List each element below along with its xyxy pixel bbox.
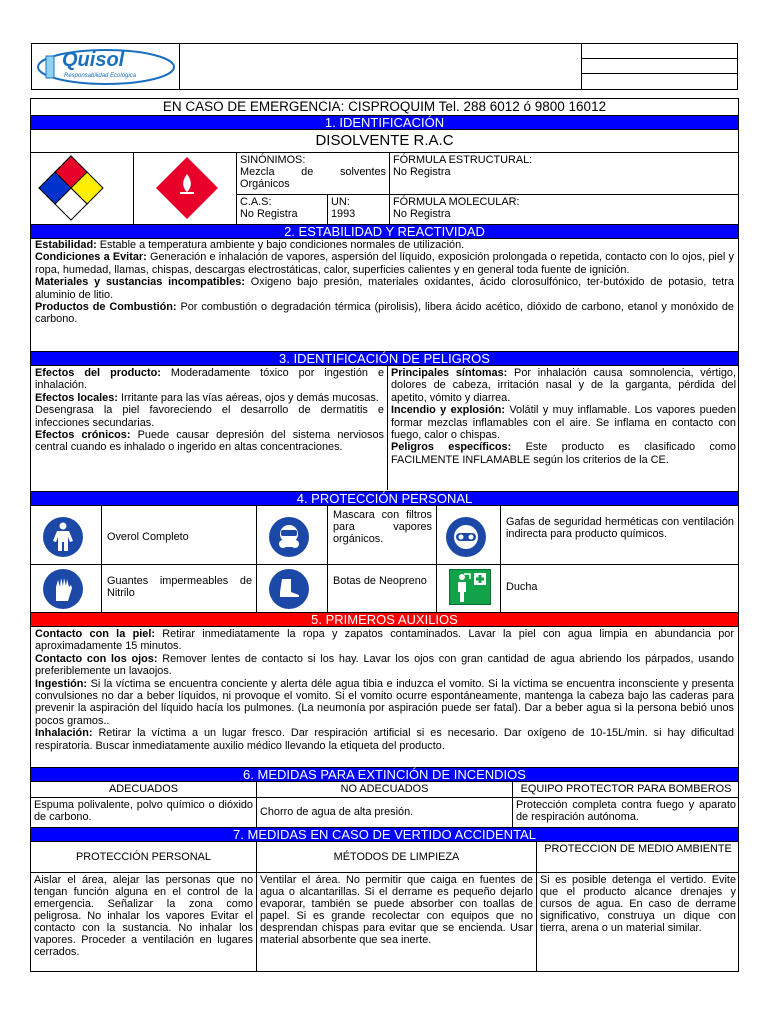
suitable-header: ADECUADOS: [31, 782, 257, 798]
flammable-diamond-icon: [137, 154, 237, 226]
personal-protection-header: PROTECCIÓN PERSONAL: [31, 842, 257, 873]
goggles-label: Gafas de seguridad herméticas con ventilación indirecta para producto químicos.: [506, 516, 734, 540]
cleanup-methods-value: Ventilar el área. No permitir que caiga en fuentes de agua o alcantarillas. Si el derrame es pequeño dejarlo evaporar, también se puede absorber con toallas de papel. Si es grande recolectar con equipos que no desprendan chispas para evitar que se encienda. Usar material absorbente que sea inerte.: [257, 873, 537, 972]
environment-header: PROTECCION DE MEDIO AMBIENTE: [537, 842, 739, 873]
emergency-line: EN CASO DE EMERGENCIA: CISPROQUIM Tel. 288 6012 ó 9800 16012: [162, 99, 607, 114]
ppe-col-divider-2: [256, 506, 257, 613]
respirator-label: Mascara con filtros para vapores orgánicos.: [333, 509, 432, 545]
flammable-label: [134, 152, 237, 226]
respirator-mask-icon: [269, 517, 309, 557]
chronic-effects: Efectos crónicos: Puede causar depresión del sistema nerviosos central cuando es inhalado o ingerido en altas concentraciones.: [35, 429, 384, 454]
nfpa-diamond-icon: [34, 154, 134, 226]
structural-formula-cell: [390, 152, 739, 194]
gloves-label: Guantes impermeables de Nitrilo: [107, 575, 252, 599]
personal-protection-value: Aislar el área, alejar las personas que no tengan función alguna en el control de la emergencia. Señalizar la zona como peligrosa. No inhalar los vapores Evitar el contacto con la sustancia. No inhalar los vapores. Proceder a ventilación en lugares cerrados.: [31, 873, 257, 972]
section-7-title: 7. MEDIDAS EN CASO DE VERTIDO ACCIDENTAL: [31, 827, 738, 842]
local-effects: Efectos locales: Irritante para las vías aéreas, ojos y demás mucosas.: [35, 391, 379, 404]
cas-value: No Registra: [240, 208, 298, 220]
section-4-title: 4. PROTECCIÓN PERSONAL: [31, 491, 738, 506]
section-2-body: [31, 239, 738, 326]
molecular-formula-label: FÓRMULA MOLECULAR:: [393, 196, 520, 208]
molecular-formula-cell: [390, 194, 739, 226]
section-3-left: [35, 367, 384, 454]
product-effects: Efectos del producto: Moderadamente tóxico por ingestión e inhalación.: [35, 367, 384, 392]
firefighter-header: EQUIPO PROTECTOR PARA BOMBEROS: [513, 782, 739, 798]
shower-label: Ducha: [506, 581, 538, 593]
molecular-formula-value: No Registra: [393, 208, 451, 220]
gloves-icon: [43, 569, 83, 609]
synonyms-label: SINÓNIMOS:: [240, 154, 306, 166]
skin-contact: Contacto con la piel: Retirar inmediatamente la ropa y zapatos contaminados. Lavar la piel con agua limpia en abundancia por aproximadamente 15 minutos.: [35, 628, 734, 653]
header-box-3: [582, 74, 737, 89]
unsuitable-value: Chorro de agua de alta presión.: [257, 798, 513, 827]
combustion-paragraph: Productos de Combustión: Por combustión o degradación térmica (pirolisis), libera ácido acético, dióxido de carbono, etanol y monóxido de carbono.: [35, 301, 734, 326]
stability-paragraph: Estabilidad: Estable a temperatura ambiente y bajo condiciones normales de utilización.: [35, 239, 465, 251]
boots-label: Botas de Neopreno: [333, 575, 427, 587]
header-info-boxes: [581, 44, 737, 89]
section-2-title: 2. ESTABILIDAD Y REACTIVIDAD: [31, 224, 738, 239]
un-cell: [328, 194, 390, 226]
inhalation: Inhalación: Retirar la víctima a un lugar fresco. Dar respiración artificial si es necesario. Dar oxígeno de 10-15L/min. si hay dificultad respiratoria. Buscar inmediatamente auxilio médico llevando la etiqueta del producto.: [35, 727, 734, 752]
quisol-logo: [32, 44, 180, 89]
ppe-col-divider-4: [436, 506, 437, 613]
header-box-1: [582, 44, 737, 59]
ppe-row-divider: [31, 564, 739, 565]
document-header: [31, 43, 738, 90]
cas-cell: [237, 194, 328, 226]
cas-label: C.A.S:: [240, 196, 272, 208]
shower-icon: [449, 569, 491, 605]
section-3-right: [391, 367, 736, 466]
ppe-col-divider-5: [500, 506, 501, 613]
logo-name: Quisol: [62, 49, 125, 71]
synonyms-value: Mezcla de solventes Orgánicos: [240, 166, 386, 190]
degreasing-note: Desengrasa la piel favoreciendo el desarrollo de dermatitis e infecciones secundarias.: [35, 404, 384, 429]
firefighter-value: Protección completa contra fuego y aparato de respiración autónoma.: [516, 799, 736, 823]
environment-value: Si es posible detenga el vertido. Evite que el producto alcance drenajes y cursos de agua. En caso de derrame significativo, construya un dique con tierra, arena o un material similar.: [540, 874, 736, 934]
structural-formula-value: No Registra: [393, 166, 451, 178]
logo-tagline: Responsabilidad Ecológica: [64, 73, 137, 79]
un-value: 1993: [331, 208, 356, 220]
quisol-logo-graphic: [32, 44, 180, 89]
boots-icon: [269, 569, 309, 609]
un-label: UN:: [331, 196, 350, 208]
fire-explosion: Incendio y explosión: Volátil y muy inflamable. Los vapores pueden formar mezclas inflamables con el aire. Se inflama en contacto con fuego, calor o chispas.: [391, 404, 736, 442]
eye-contact: Contacto con los ojos: Remover lentes de contacto si los hay. Lavar los ojos con gran cantidad de agua abriendo los párpados, usando preferiblemente un lavaojos.: [35, 652, 734, 678]
specific-hazards: Peligros específicos: Este producto es clasificado como FACILMENTE INFLAMABLE según los criterios de la CE.: [391, 441, 736, 466]
nfpa-diamond: [31, 152, 134, 226]
safety-data-sheet: [30, 98, 739, 972]
coverall-label: Overol Completo: [107, 531, 189, 543]
ppe-col-divider-1: [101, 506, 102, 613]
product-name: DISOLVENTE R.A.C: [315, 132, 454, 149]
synonyms-cell: [237, 152, 390, 194]
section-6-title: 6. MEDIDAS PARA EXTINCIÓN DE INCENDIOS: [31, 767, 738, 782]
section-5-title: 5. PRIMEROS AUXILIOS: [31, 612, 738, 627]
ppe-col-divider-3: [327, 506, 328, 613]
header-box-2: [582, 59, 737, 74]
cleanup-methods-header: MÉTODOS DE LIMPIEZA: [257, 842, 537, 873]
section-1-title: 1. IDENTIFICACIÓN: [31, 115, 738, 130]
suitable-value: Espuma polivalente, polvo químico o dióxido de carbono.: [31, 798, 257, 827]
safety-goggles-icon: [446, 517, 486, 557]
coverall-icon: [43, 517, 83, 557]
section-3-title: 3. IDENTIFICACIÓN DE PELIGROS: [31, 351, 738, 366]
unsuitable-header: NO ADECUADOS: [257, 782, 513, 798]
section-5-body: [31, 628, 738, 752]
main-symptoms: Principales síntomas: Por inhalación causa somnolencia, vértigo, dolores de cabeza, irritación nasal y de la garganta, pérdida del apetito, vómito y diarrea.: [391, 367, 736, 404]
ingestion: Ingestión: Si la víctima se encuentra conciente y alerta déle agua tibia e induzca el vomito. Si la víctima se encuentra inconsciente y presenta convulsiones no dar a beber líquidos, ni provoque el vomito. Si el vomito ocurre espontáneamente, mantenga la cabeza bajo las caderas para prevenir la aspiración del líquido hacía los pulmones. (La neumonía por aspiración puede ser fatal). Dar a beber agua si la persona bebió unos pocos gramos..: [35, 677, 734, 727]
conditions-paragraph: Condiciones a Evitar: Generación e inhalación de vapores, aspersión del líquido, exposición prolongada o repetida, contacto con lo ojos, piel y ropa, humedad, llamas, chispas, descargas electrostáticas, calor, superficies calientes y en general toda fuente de ignición.: [35, 251, 734, 276]
section-3-divider: [387, 366, 388, 490]
incompatible-paragraph: Materiales y sustancias incompatibles: Oxigeno bajo presión, materiales oxidantes, ácido clorosulfónico, ter-butóxido de potasio, tetra aluminio de litio.: [35, 276, 734, 301]
structural-formula-label: FÓRMULA ESTRUCTURAL:: [393, 154, 533, 166]
